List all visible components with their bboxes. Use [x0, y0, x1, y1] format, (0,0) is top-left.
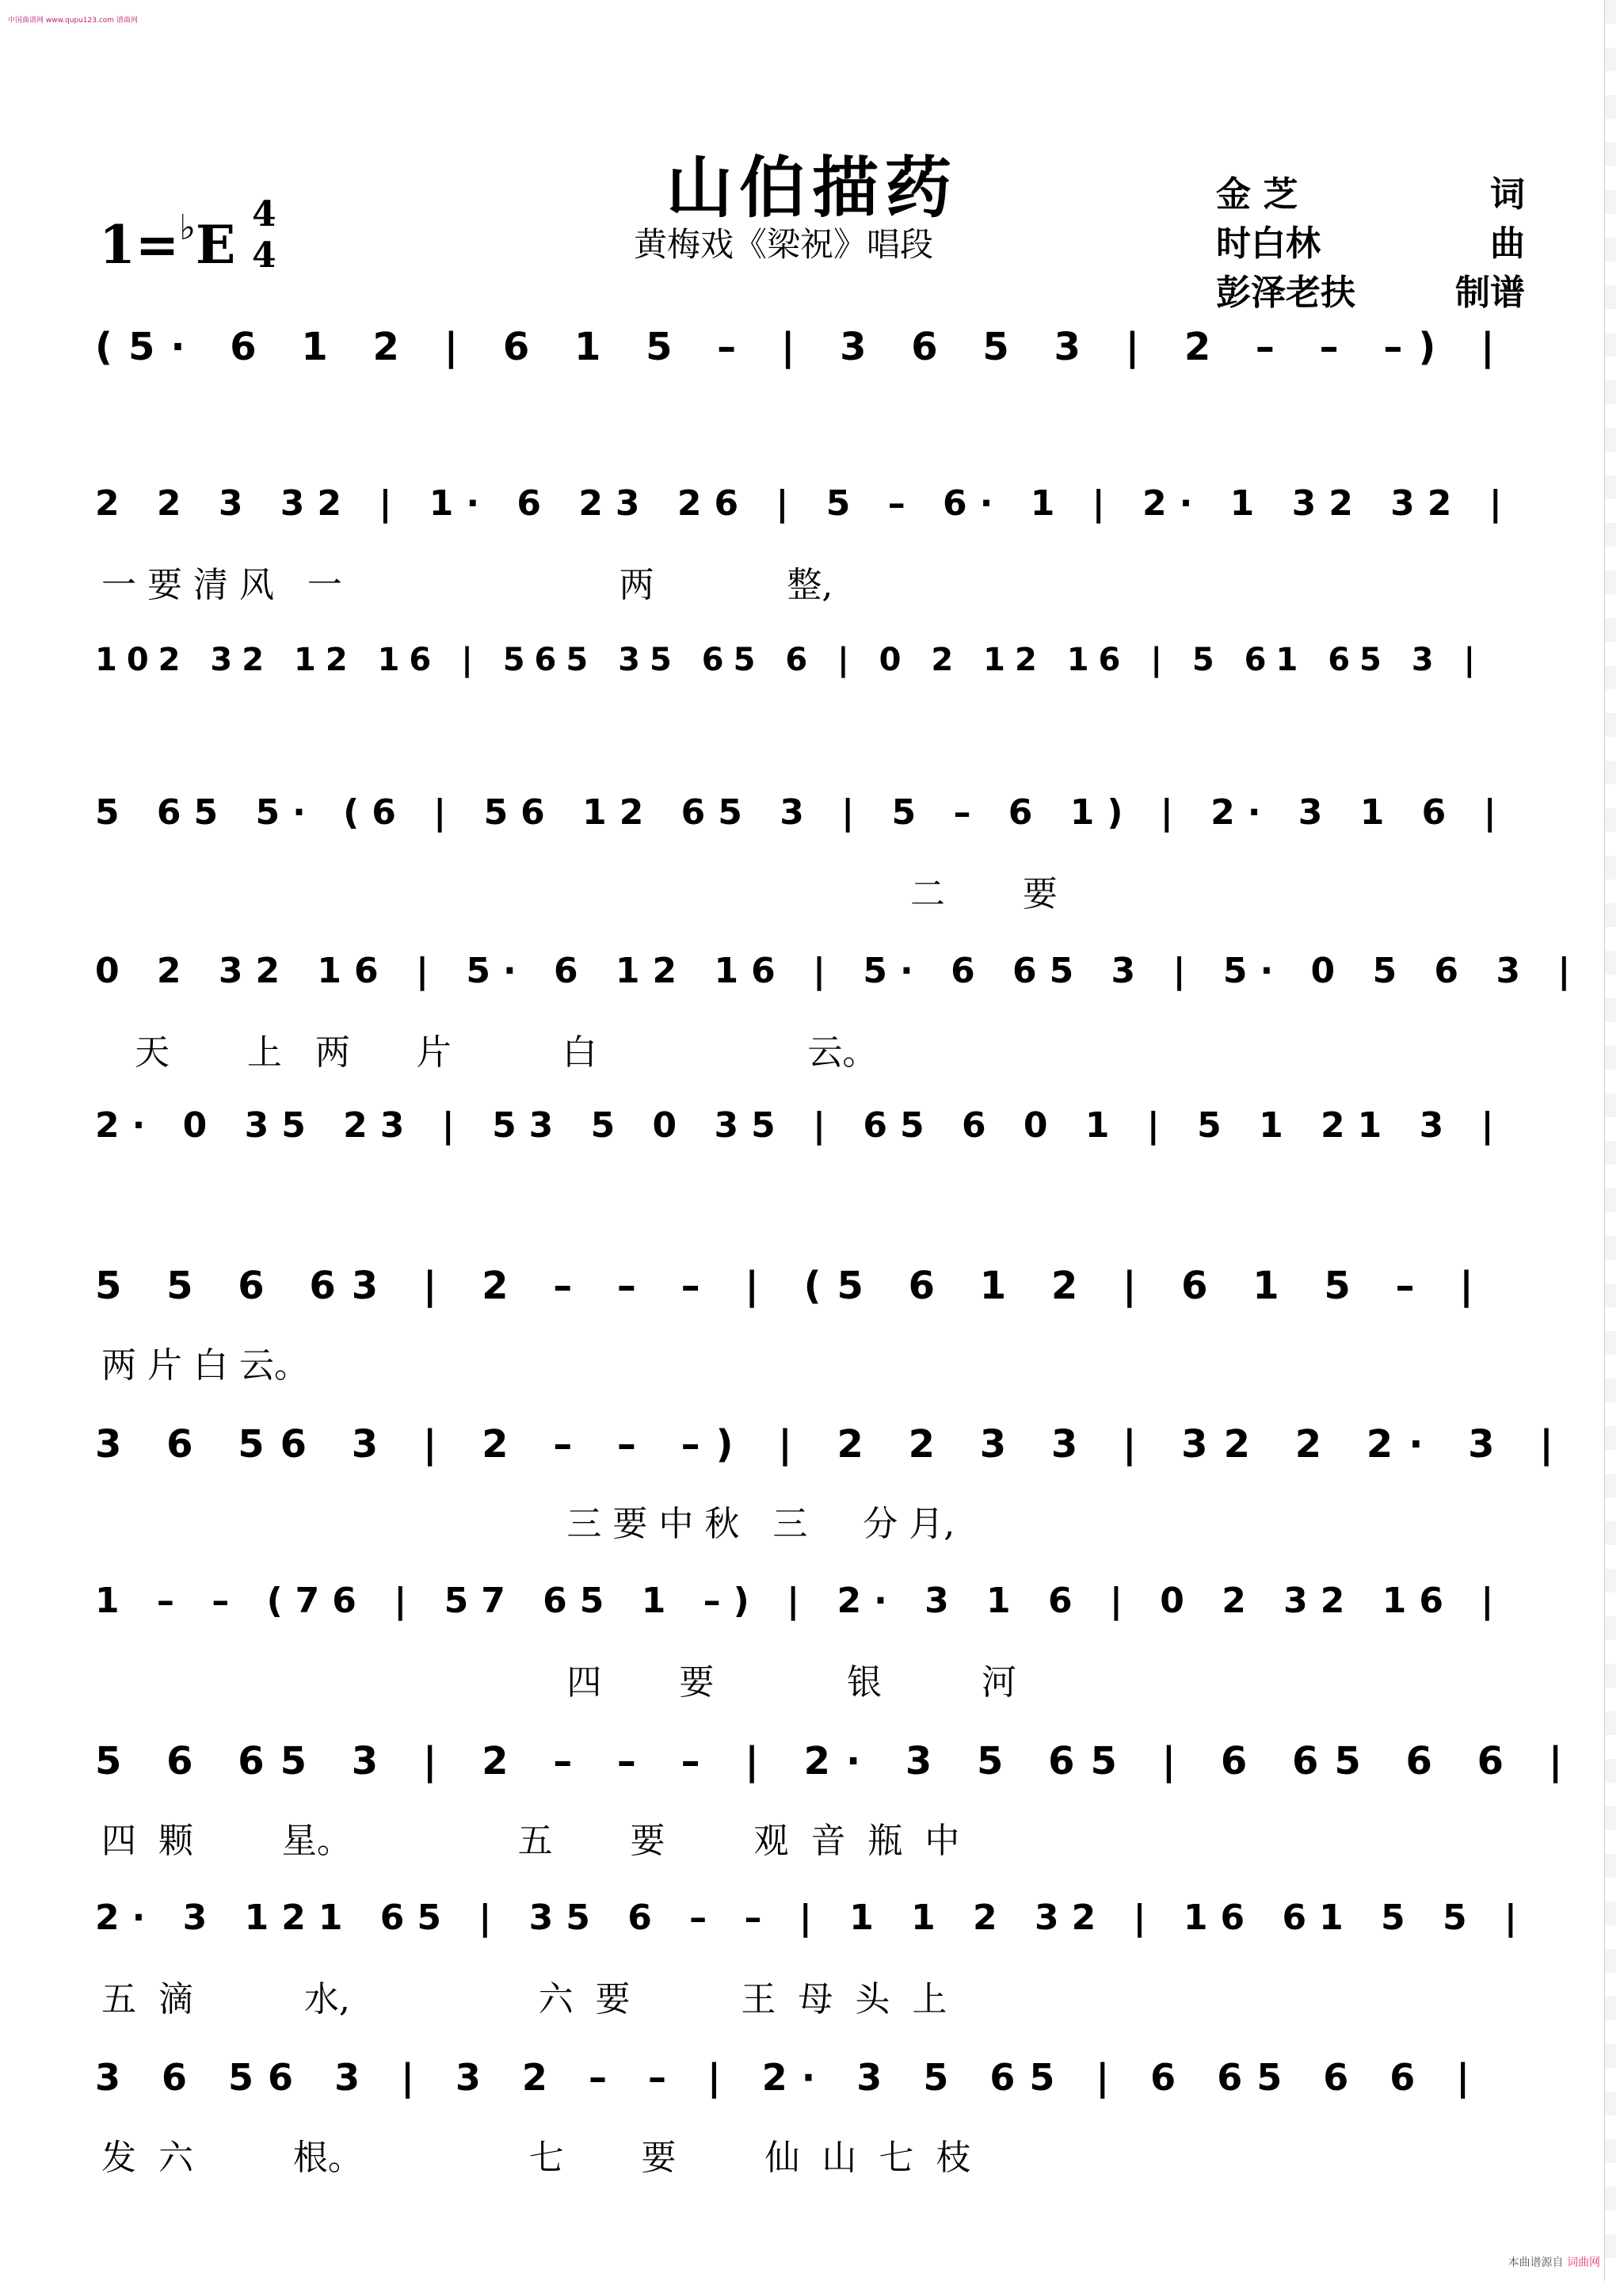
lyric-text: 四 颗 星。 五 要 观 音 瓶 中: [101, 1821, 960, 1861]
score-line: [0, 1581, 1584, 1703]
notation-text: 2· 0 35 23 | 53 5 0 35 | 65 6 0 1 | 5 1 21 3 |: [95, 1105, 1507, 1146]
notation-text: 3 6 56 3 | 3 2 – – | 2· 3 5 65 | 6 65 6 6 |: [95, 2056, 1485, 2099]
key-signature: [99, 208, 235, 276]
song-title: 山伯描药: [665, 148, 958, 227]
credits: [1216, 170, 1525, 318]
credit-name: 金 芝: [1216, 174, 1298, 215]
key-prefix: 1=: [99, 214, 180, 276]
score-line: [0, 1898, 1584, 2020]
lyric-text: 发 六 根。 七 要 仙 山 七 枝: [101, 2138, 971, 2178]
lyric-text: 四 要 银 河: [101, 1662, 1017, 1703]
credit-role: 制谱: [1455, 273, 1525, 313]
lyric-text: 五 滴 水, 六 要 王 母 头 上: [101, 1979, 947, 2020]
flat-symbol: ♭: [179, 208, 196, 248]
score-line: [0, 792, 1584, 914]
score-line: [0, 1739, 1584, 1861]
lyric-text: 三 要 中 秋 三 分 月,: [101, 1504, 955, 1544]
score-line: [0, 1264, 1584, 1386]
notation-text: 2· 3 121 65 | 35 6 – – | 1 1 2 32 | 16 61 5 5 |: [95, 1898, 1530, 1938]
time-signature-top: 4: [252, 194, 276, 235]
notation-text: 1 – – (76 | 57 65 1 –) | 2· 3 1 6 | 0 2 32 16 |: [95, 1581, 1507, 1621]
score-line: [0, 951, 1584, 1073]
notation-text: 5 6 65 3 | 2 – – – | 2· 3 5 65 | 6 65 6 6 |: [95, 1739, 1579, 1783]
credit-transcriber: [1216, 269, 1525, 318]
song-subtitle: 黄梅戏《梁祝》唱段: [634, 225, 934, 264]
credit-name: 彭泽老扶: [1216, 273, 1355, 313]
footer-source: [1508, 2254, 1600, 2270]
right-border-strip: [1604, 0, 1616, 2281]
lyric-text: 一 要 清 风 一 两 整,: [101, 565, 833, 605]
notation-text: 0 2 32 16 | 5· 6 12 16 | 5· 6 65 3 | 5· 0 5 6 3 |: [95, 951, 1584, 991]
credit-role: 词: [1490, 174, 1525, 215]
credit-lyricist: [1216, 170, 1525, 219]
notation-text: 102 32 12 16 | 565 35 65 6 | 0 2 12 16 | 5 61 65 3 |: [95, 642, 1485, 678]
notation-text: 5 5 6 63 | 2 – – – | (5 6 1 2 | 6 1 5 – |: [95, 1264, 1489, 1308]
score-line: [0, 1422, 1584, 1544]
notation-text: (5· 6 1 2 | 6 1 5 – | 3 6 5 3 | 2 – – –) |: [95, 325, 1511, 369]
top-watermark: 中国曲谱网 www.qupu123.com 谱曲网: [8, 17, 138, 25]
footer-site: 词曲网: [1567, 2256, 1600, 2269]
lyric-text: 二 要: [101, 874, 1058, 914]
notation-text: 5 65 5· (6 | 56 12 65 3 | 5 – 6 1) | 2· 3 1 6 |: [95, 792, 1509, 833]
notation-text: 3 6 56 3 | 2 – – –) | 2 2 3 3 | 32 2 2· 3 |: [95, 1422, 1569, 1467]
score-line: [0, 1105, 1584, 1200]
lyric-text: 两 片 白 云。: [101, 1345, 309, 1386]
footer-text: 本曲谱源自: [1508, 2256, 1564, 2269]
credit-name: 时白林: [1216, 223, 1321, 264]
time-signature-bottom: 4: [252, 235, 276, 276]
credit-composer: [1216, 219, 1525, 269]
score-line: [0, 2056, 1584, 2178]
score-line: [0, 325, 1584, 420]
lyric-text: 天 上 两 片 白 云。: [101, 1032, 878, 1073]
time-signature: [252, 194, 276, 277]
notation-text: 2 2 3 32 | 1· 6 23 26 | 5 – 6· 1 | 2· 1 32 32 |: [95, 483, 1515, 524]
score-line: [0, 642, 1584, 737]
score-line: [0, 483, 1584, 605]
key-note: E: [196, 214, 236, 276]
credit-role: 曲: [1490, 223, 1525, 264]
